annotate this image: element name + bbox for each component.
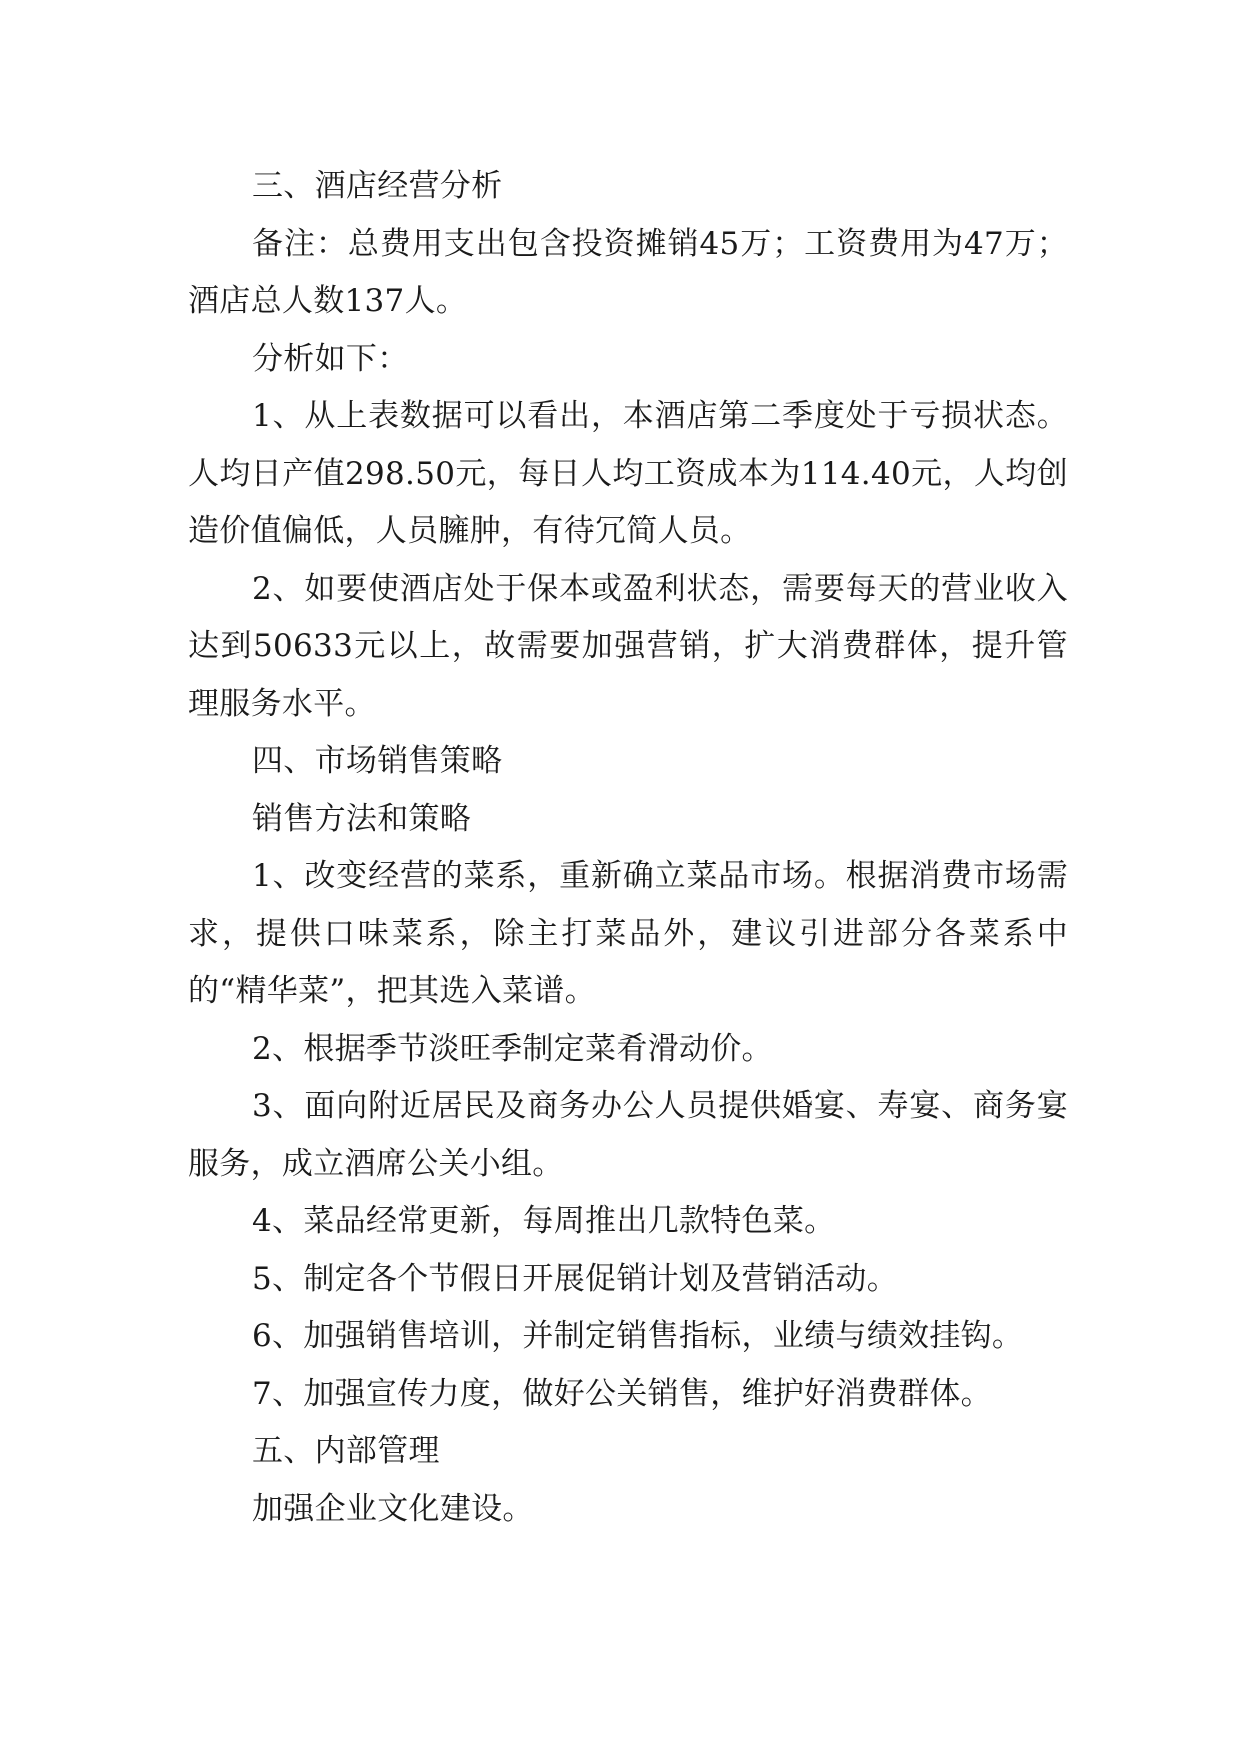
section-heading-business-analysis: 三、酒店经营分析	[252, 168, 503, 204]
strategy-item-4: 4、菜品经常更新，每周推出几款特色菜。	[252, 1203, 836, 1239]
analysis-intro: 分析如下：	[252, 340, 409, 377]
strategy-item-6: 6、加强销售培训，并制定销售指标，业绩与绩效挂钩。	[252, 1318, 1024, 1354]
section-heading-market-strategy: 四、市场销售策略	[252, 743, 503, 779]
internal-management-item: 加强企业文化建设。	[252, 1490, 534, 1527]
analysis-item-1: 1、从上表数据可以看出，本酒店第二季度处于亏损状态。人均日产值298.50元，每日人均工资成本为114.40元，人均创造价值偏低，人员臃肿，有待冗简人员。	[188, 398, 1068, 549]
strategy-item-3: 3、面向附近居民及商务办公人员提供婚宴、寿宴、商务宴服务，成立酒席公关小组。	[188, 1088, 1068, 1182]
subheading-sales-methods: 销售方法和策略	[252, 800, 472, 837]
analysis-item-2: 2、如要使酒店处于保本或盈利状态，需要每天的营业收入达到50633元以上，故需要加强营销，扩大消费群体，提升管理服务水平。	[188, 570, 1068, 722]
strategy-item-7: 7、加强宣传力度，做好公关销售，维护好消费群体。	[252, 1375, 992, 1412]
strategy-item-1: 1、改变经营的菜系，重新确立菜品市场。根据消费市场需求，提供口味菜系，除主打菜品外，建议引进部分各菜系中的“精华菜”，把其选入菜谱。	[188, 858, 1068, 1009]
document-body	[188, 158, 1068, 1538]
strategy-item-2: 2、根据季节淡旺季制定菜肴滑动价。	[252, 1030, 773, 1067]
note-paragraph: 备注：总费用支出包含投资摊销45万；工资费用为47万；酒店总人数137人。	[188, 225, 1068, 319]
section-heading-internal-management: 五、内部管理	[252, 1433, 440, 1469]
strategy-item-5: 5、制定各个节假日开展促销计划及营销活动。	[252, 1260, 899, 1297]
